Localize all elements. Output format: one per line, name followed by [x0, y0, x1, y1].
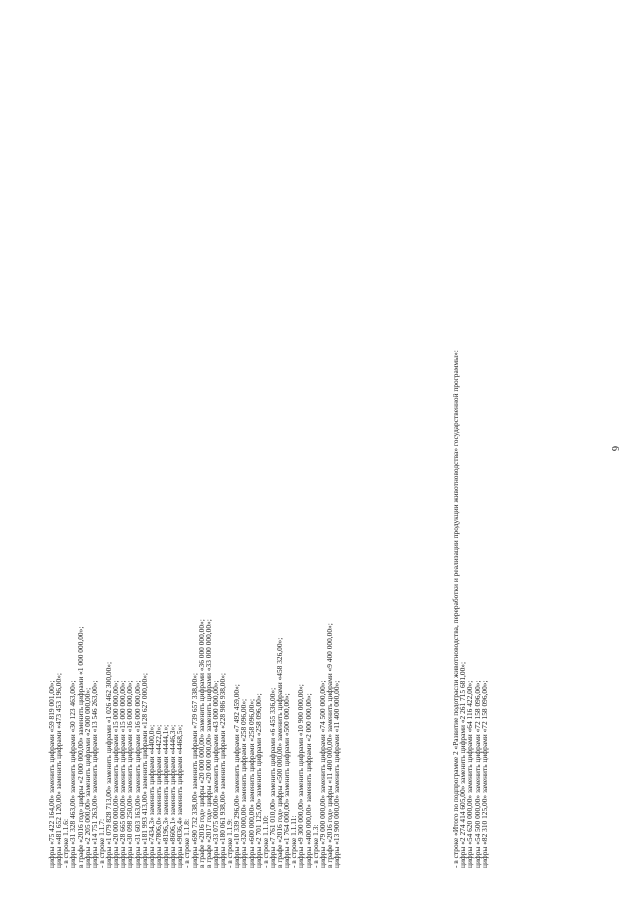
text-line: цифры «180 061 938,00» заменить цифрами «228 986 938,00»;: [218, 673, 227, 868]
text-line: цифры «2 701 125,00» заменить цифрами «258 096,00»;: [253, 693, 263, 868]
text-line: цифры «181 993 413,00» заменить цифрами «128 627 000,00»;: [139, 673, 149, 868]
text-line: цифры «82 310 125,00» заменить цифрами «72 158 096,00»;: [479, 680, 489, 868]
document-body: [48, 86, 488, 876]
text-line: цифры «75 422 164,00» заменить цифрами «59 819 001,00»;: [47, 680, 56, 868]
text-line: - в строке 1.1.6:: [61, 818, 71, 868]
text-line: цифры «320 000,00» заменить цифрами «258 096,00»;: [239, 698, 249, 868]
text-line: цифры «13 900 000,00» заменить цифрами «11 400 000,00»;: [332, 680, 341, 868]
text-line: цифры «8196,3» заменить цифрами «4444,1»;: [161, 724, 170, 868]
text-line: цифры «31 328 463,00» заменить цифрами «30 123 463,00»;: [68, 680, 78, 868]
text-line: цифры «9036,4» заменить цифрами «4468,5»;: [175, 724, 185, 868]
text-line: цифры «54 500 000,00» заменить цифрами «72 158 096,00»;: [472, 680, 482, 868]
text-line: цифры «28 665 000,00» заменить цифрами «15 000 000,00»;: [118, 680, 128, 868]
text-line: цифры «8606,1» заменить цифрами «4446,3»;: [168, 724, 178, 868]
text-line: в графе «2016 год» цифры «20 000 000,00» заменить цифрами «36 000 000,00»;: [196, 619, 206, 868]
text-line: - в строке 1.1.9:: [225, 818, 235, 868]
text-line: - в строке 1.1.10:: [260, 815, 270, 868]
text-line: в графе «2016 год» цифры «2 000 000,00» заменить цифрами «1 000 000,00»;: [75, 626, 85, 868]
text-line: цифры «7806,0» заменить цифрами «4422,0»;: [153, 724, 163, 868]
text-line: цифры «400 000,00» заменить цифрами «2 000 000,00»;: [303, 693, 313, 868]
text-line: цифры «79 000 000,00» заменить цифрами «74 500 000,00»;: [317, 680, 327, 868]
text-line: цифры «54 620 000,00» заменить цифрами «64 116 422,00»;: [465, 680, 475, 868]
text-line: цифры «20 000 000,00» заменить цифрами «15 000 000,00»;: [111, 680, 121, 868]
text-line: цифры «690 732 338,00» заменить цифрами «739 657 338,00»;: [189, 673, 199, 868]
text-line: цифры «33 075 000,00» заменить цифрами «43 000 000,00»;: [210, 680, 220, 868]
text-line: в графе «2017 год» цифры «20 000 000,00» заменить цифрами «33 000 000,00»;: [203, 619, 213, 868]
text-line: цифры «9 300 000,00» заменить цифрами «10 900 000,00»;: [296, 684, 306, 868]
text-line: - в строке «Итого по подпрограмме 2 «Развитие подотрасли животноводства, переработки и реализации продукции животноводства» государственной программы»:: [451, 350, 461, 868]
page-number: 6: [609, 446, 620, 451]
text-line: - в строке 1.3:: [310, 824, 320, 868]
text-line: цифры «1 079 828 713,00» заменить цифрами «1 026 462 300,00»;: [104, 661, 113, 868]
text-line: - в строке 1.1.11:: [289, 815, 299, 868]
text-line: в графе «2016 год» цифры «11 400 000,00» заменить цифрами «9 400 000,00»;: [324, 623, 334, 868]
text-line: в графе «2016 год» цифры «500 000,00» заменить цифрами «458 326,00»;: [275, 637, 284, 868]
text-line: цифры «7434,3» заменить цифрами «4400,0»;: [146, 724, 156, 868]
text-line: цифры «481 652 120,00» заменить цифрами «473 453 196,00»;: [54, 673, 64, 868]
text-line: цифры «31 603 163,00» заменить цифрами «16 000 000,00»;: [132, 680, 142, 868]
text-line: цифры «600 000,00» заменить цифрами «258 096,00»;: [246, 698, 256, 868]
text-line: цифры «7 761 010,00» заменить цифрами «6 455 336,00»;: [267, 687, 277, 868]
text-line: - в строке 1.1.7:: [96, 818, 106, 868]
text-line: цифры «1 764 000,00» заменить цифрами «500 000,00»;: [282, 693, 292, 868]
text-line: цифры «2 205 000,00» заменить цифрами «2 000 000,00»;: [82, 687, 92, 868]
text-line: цифры «2 274 414 605,00» заменить цифрами «2 261 715 681,00»;: [458, 661, 468, 868]
text-line: - в строке 1.1.8:: [182, 818, 192, 868]
text-line: цифры «14 751 263,00» заменить цифрами «13 546 263,00»;: [89, 680, 99, 868]
text-line: цифры «10 339 296,00» заменить цифрами «7 492 459,00»;: [232, 684, 242, 868]
text-line: цифры «30 098 250,00» заменить цифрами «16 000 000,00»;: [125, 680, 135, 868]
